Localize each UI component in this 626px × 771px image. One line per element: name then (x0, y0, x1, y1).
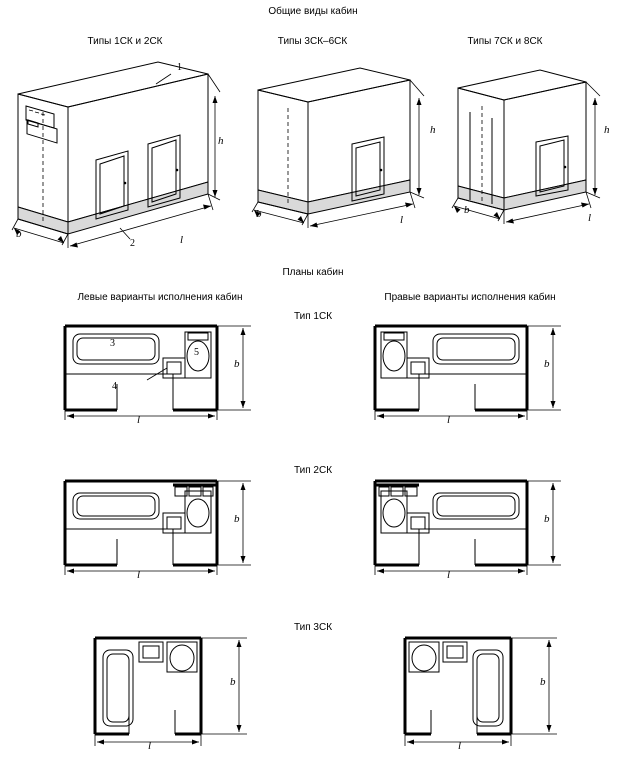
dim-l-view2: l (400, 214, 404, 226)
dim-l-plan-2sk-left: l (137, 569, 141, 581)
plan-type-label-2: Тип 2СК (293, 465, 333, 476)
dim-l-plan-3sk-right: l (458, 740, 462, 752)
section-title-plans: Планы кабин (282, 267, 344, 278)
callout-3: 3 (110, 338, 115, 349)
plans-column-header-right: Правые варианты исполнения кабин (384, 292, 556, 303)
plan-1sk-right (365, 322, 570, 422)
dim-l-plan-1sk-left: l (137, 414, 141, 426)
dim-b-plan-1sk-right: b (544, 358, 550, 370)
dim-b-plan-3sk-left: b (230, 676, 236, 688)
dim-h-view2: h (430, 124, 436, 136)
view-caption-1: Типы 1СК и 2СК (87, 36, 163, 47)
dim-l-plan-3sk-left: l (148, 740, 152, 752)
plan-1sk-left (55, 322, 260, 422)
dim-b-view3: b (464, 204, 470, 216)
plan-3sk-left (55, 634, 260, 749)
section-title-general-views: Общие виды кабин (268, 6, 358, 17)
callout-5: 5 (194, 347, 199, 358)
view-caption-2: Типы 3СК–6СК (277, 36, 348, 47)
dim-b-plan-3sk-right: b (540, 676, 546, 688)
plan-2sk-left (55, 477, 260, 577)
dim-l-view3: l (588, 212, 592, 224)
plan-2sk-right (365, 477, 570, 577)
callout-1: 1 (177, 62, 182, 73)
callout-2: 2 (130, 238, 135, 249)
dim-l-plan-1sk-right: l (447, 414, 451, 426)
dim-l-plan-2sk-right: l (447, 569, 451, 581)
isometric-view-2 (248, 52, 453, 237)
dim-b-plan-1sk-left: b (234, 358, 240, 370)
callout-4: 4 (112, 381, 117, 392)
dim-b-plan-2sk-left: b (234, 513, 240, 525)
dim-h-view1: h (218, 135, 224, 147)
plan-type-label-1: Тип 1СК (293, 311, 333, 322)
isometric-view-1 (8, 52, 223, 257)
dim-b-view2: b (256, 208, 262, 220)
plan-3sk-right (365, 634, 570, 749)
plan-type-label-3: Тип 3СК (293, 622, 333, 633)
dim-b-plan-2sk-right: b (544, 513, 550, 525)
plans-column-header-left: Левые варианты исполнения кабин (77, 292, 243, 303)
dim-b-view1: b (16, 228, 22, 240)
dim-l-view1: l (180, 234, 184, 246)
dim-h-view3: h (604, 124, 610, 136)
view-caption-3: Типы 7СК и 8СК (467, 36, 543, 47)
